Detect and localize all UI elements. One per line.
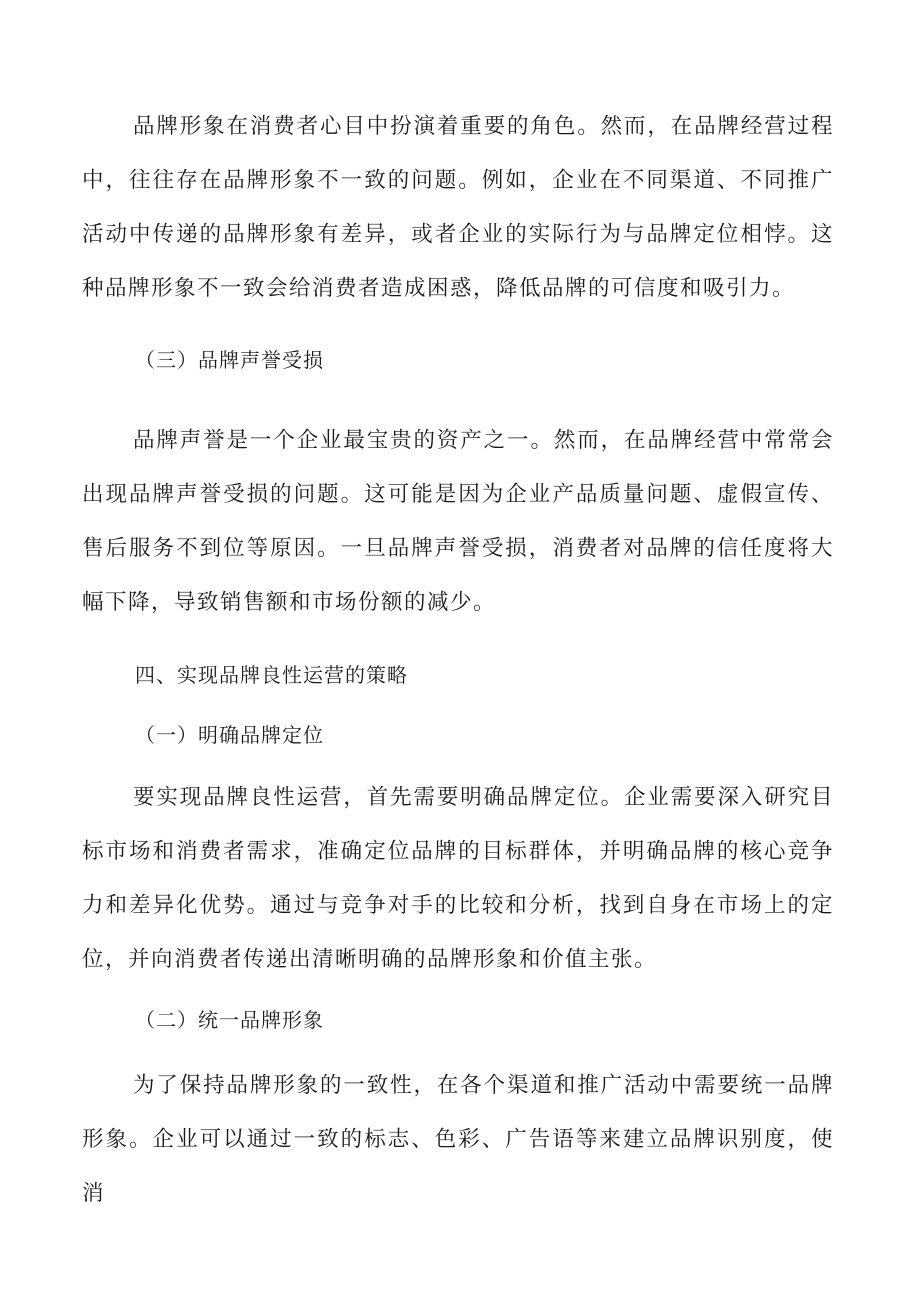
paragraph-brand-reputation: 品牌声誉是一个企业最宝贵的资产之一。然而，在品牌经营中常常会出现品牌声誉受损的问题。这可能是因为企业产品质量问题、虚假宣传、售后服务不到位等原因。一旦品牌声誉受损，消费者对品牌的信任度将大幅下降，导致销售额和市场份额的减少。 bbox=[82, 428, 834, 615]
heading-clear-positioning: （一）明确品牌定位 bbox=[135, 723, 324, 747]
section-title-strategies: 四、实现品牌良性运营的策略 bbox=[135, 663, 408, 687]
heading-unified-image: （二）统一品牌形象 bbox=[135, 1008, 324, 1032]
heading-brand-reputation-damage: （三）品牌声誉受损 bbox=[135, 348, 324, 372]
paragraph-clear-positioning: 要实现品牌良性运营，首先需要明确品牌定位。企业需要深入研究目标市场和消费者需求，准确定位品牌的目标群体，并明确品牌的核心竞争力和差异化优势。通过与竞争对手的比较和分析，找到自身在市场上的定位，并向消费者传递出清晰明确的品牌形象和价值主张。 bbox=[82, 785, 834, 972]
paragraph-brand-image-inconsistency: 品牌形象在消费者心目中扮演着重要的角色。然而，在品牌经营过程中，往往存在品牌形象不一致的问题。例如，企业在不同渠道、不同推广活动中传递的品牌形象有差异，或者企业的实际行为与品牌定位相悖。这种品牌形象不一致会给消费者造成困惑，降低品牌的可信度和吸引力。 bbox=[82, 114, 834, 301]
paragraph-unified-image: 为了保持品牌形象的一致性，在各个渠道和推广活动中需要统一品牌形象。企业可以通过一致的标志、色彩、广告语等来建立品牌识别度，使消 bbox=[82, 1073, 834, 1206]
